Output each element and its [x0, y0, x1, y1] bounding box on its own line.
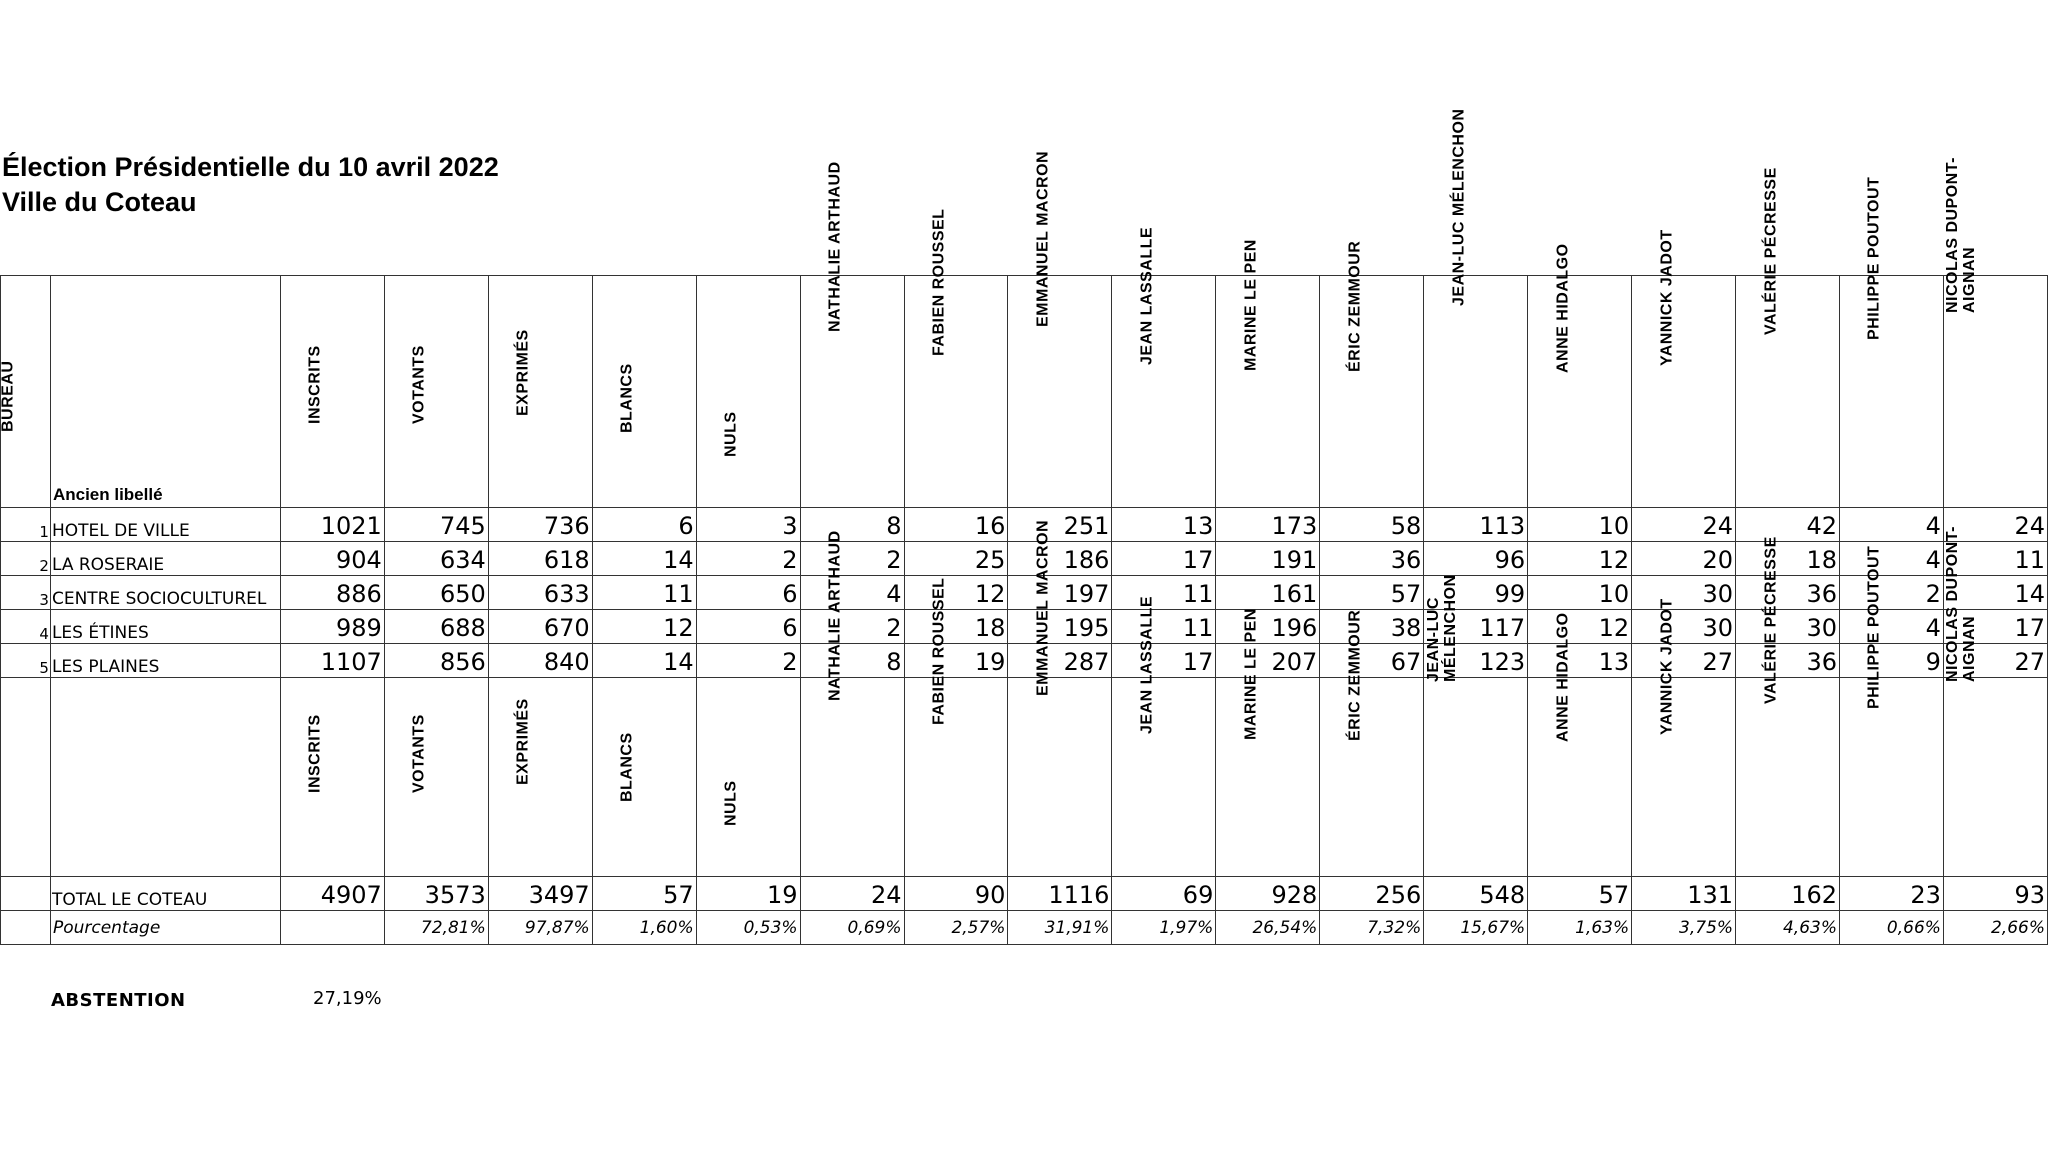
vote-count: 688: [384, 610, 488, 644]
vote-count: 161: [1216, 576, 1320, 610]
vote-count: 18: [904, 610, 1008, 644]
libelle-header: Ancien libellé: [50, 276, 280, 508]
vote-count: 2: [696, 644, 800, 678]
vote-count: 24: [1632, 508, 1736, 542]
percentage-value: 15,67%: [1424, 911, 1528, 945]
column-header: [1943, 157, 2047, 508]
total-count: 3497: [488, 877, 592, 911]
percentage-value: 7,32%: [1320, 911, 1424, 945]
vote-count: 840: [488, 644, 592, 678]
column-header: [1528, 243, 1632, 508]
vote-count: 30: [1736, 610, 1840, 644]
percentage-value: 31,91%: [1008, 911, 1112, 945]
vote-count: 856: [384, 644, 488, 678]
page-title: Élection Présidentielle du 10 avril 2022: [2, 152, 499, 182]
vote-count: 1021: [280, 508, 384, 542]
column-header-label: EMMANUEL MACRON: [1034, 150, 1052, 327]
vote-count: 650: [384, 576, 488, 610]
column-header-label: JEAN LASSALLE: [1138, 226, 1156, 365]
vote-count: 3: [696, 508, 800, 542]
column-header-label: NULS: [722, 411, 740, 458]
column-header-label: BUREAU: [0, 360, 17, 432]
percentage-label: Pourcentage: [50, 911, 280, 945]
vote-count: 11: [592, 576, 696, 610]
bureau-name: CENTRE SOCIOCULTUREL: [50, 576, 280, 610]
vote-count: 9: [1840, 644, 1944, 678]
total-count: 3573: [384, 877, 488, 911]
column-header-label: VALÉRIE PÉCRESSE: [1762, 536, 1780, 705]
column-header: [280, 678, 384, 877]
vote-count: 196: [1216, 610, 1320, 644]
vote-count: 4: [1840, 508, 1944, 542]
bureau-name: HOTEL DE VILLE: [50, 508, 280, 542]
total-count: 57: [592, 877, 696, 911]
vote-count: 14: [1943, 576, 2047, 610]
column-header-label: ÉRIC ZEMMOUR: [1346, 609, 1364, 741]
column-header: [1008, 150, 1112, 508]
percentage-value: 1,97%: [1112, 911, 1216, 945]
vote-count: 886: [280, 576, 384, 610]
column-header: [696, 276, 800, 508]
vote-count: 287: [1008, 644, 1112, 678]
vote-count: 11: [1943, 542, 2047, 576]
vote-count: 2: [800, 610, 904, 644]
total-count: 23: [1840, 877, 1944, 911]
total-count: 19: [696, 877, 800, 911]
column-header-label: EMMANUEL MACRON: [1034, 519, 1052, 696]
vote-count: 117: [1424, 610, 1528, 644]
percentage-value: [280, 911, 384, 945]
vote-count: 42: [1736, 508, 1840, 542]
abstention-label: ABSTENTION: [51, 990, 186, 1011]
column-header-label: ANNE HIDALGO: [1554, 612, 1572, 743]
bureau-name: LA ROSERAIE: [50, 542, 280, 576]
vote-count: 11: [1112, 610, 1216, 644]
column-header-label: NICOLAS DUPONT-AIGNAN: [1944, 526, 1979, 682]
vote-count: 17: [1112, 542, 1216, 576]
column-header: [488, 678, 592, 877]
column-header: [384, 276, 488, 508]
percentage-value: 1,63%: [1528, 911, 1632, 945]
total-count: 57: [1528, 877, 1632, 911]
vote-count: 670: [488, 610, 592, 644]
vote-count: 2: [800, 542, 904, 576]
vote-count: 1107: [280, 644, 384, 678]
bureau-number: 5: [1, 644, 51, 678]
vote-count: 14: [592, 542, 696, 576]
column-header-label: VOTANTS: [410, 345, 428, 425]
vote-count: 186: [1008, 542, 1112, 576]
column-header: [1424, 108, 1528, 508]
percentage-value: 2,66%: [1943, 911, 2047, 945]
vote-count: 745: [384, 508, 488, 542]
percentage-value: 26,54%: [1216, 911, 1320, 945]
vote-count: 173: [1216, 508, 1320, 542]
column-header: [1840, 176, 1944, 508]
vote-count: 24: [1943, 508, 2047, 542]
empty-cell: [1, 911, 51, 945]
vote-count: 30: [1632, 576, 1736, 610]
vote-count: 11: [1112, 576, 1216, 610]
vote-count: 12: [1528, 542, 1632, 576]
vote-count: 18: [1736, 542, 1840, 576]
column-header-label: JEAN-LUC MÉLENCHON: [1450, 108, 1468, 306]
header-row: [1, 276, 2048, 508]
vote-count: 736: [488, 508, 592, 542]
bureau-header: [1, 276, 51, 508]
total-count: 162: [1736, 877, 1840, 911]
percentage-value: 2,57%: [904, 911, 1008, 945]
column-header-label: PHILIPPE POUTOUT: [1865, 545, 1883, 709]
column-header-label: BLANCS: [618, 363, 636, 434]
vote-count: 38: [1320, 610, 1424, 644]
vote-count: 36: [1320, 542, 1424, 576]
percentage-row: [1, 911, 2048, 945]
vote-count: 12: [1528, 610, 1632, 644]
vote-count: 4: [1840, 610, 1944, 644]
column-header-label: JEAN LASSALLE: [1138, 595, 1156, 734]
vote-count: 113: [1424, 508, 1528, 542]
column-header: [280, 276, 384, 508]
percentage-value: 3,75%: [1632, 911, 1736, 945]
bureau-number: 2: [1, 542, 51, 576]
column-header-label: NULS: [722, 780, 740, 827]
column-header-label: VALÉRIE PÉCRESSE: [1762, 167, 1780, 336]
column-header-label: YANNICK JADOT: [1658, 229, 1676, 367]
vote-count: 14: [592, 644, 696, 678]
vote-count: 12: [904, 576, 1008, 610]
total-count: 24: [800, 877, 904, 911]
vote-count: 99: [1424, 576, 1528, 610]
column-header-label: MARINE LE PEN: [1242, 608, 1260, 741]
vote-count: 989: [280, 610, 384, 644]
empty-cell: [1, 678, 51, 877]
column-header-label: JEAN-LUC MÉLENCHON: [1424, 574, 1459, 682]
column-header-label: MARINE LE PEN: [1242, 239, 1260, 372]
table-row: [1, 644, 2048, 678]
column-header-label: ÉRIC ZEMMOUR: [1346, 240, 1364, 372]
column-header: [384, 678, 488, 877]
table-row: [1, 610, 2048, 644]
percentage-value: 4,63%: [1736, 911, 1840, 945]
vote-count: 207: [1216, 644, 1320, 678]
column-header-label: FABIEN ROUSSEL: [930, 577, 948, 725]
column-header-label: EXPRIMÉS: [514, 329, 532, 417]
column-header-label: FABIEN ROUSSEL: [930, 208, 948, 356]
column-header-label: EXPRIMÉS: [514, 698, 532, 786]
vote-count: 2: [696, 542, 800, 576]
vote-count: 13: [1112, 508, 1216, 542]
vote-count: 57: [1320, 576, 1424, 610]
vote-count: 4: [1840, 542, 1944, 576]
vote-count: 6: [696, 576, 800, 610]
empty-cell: [1, 877, 51, 911]
bureau-number: 1: [1, 508, 51, 542]
vote-count: 36: [1736, 644, 1840, 678]
vote-count: 27: [1943, 644, 2047, 678]
vote-count: 13: [1528, 644, 1632, 678]
column-header-label: NATHALIE ARTHAUD: [826, 161, 844, 333]
vote-count: 20: [1632, 542, 1736, 576]
column-header: [592, 678, 696, 877]
total-count: 928: [1216, 877, 1320, 911]
vote-count: 17: [1943, 610, 2047, 644]
vote-count: 36: [1736, 576, 1840, 610]
percentage-value: 0,69%: [800, 911, 904, 945]
vote-count: 16: [904, 508, 1008, 542]
bureau-number: 3: [1, 576, 51, 610]
vote-count: 19: [904, 644, 1008, 678]
total-count: 93: [1943, 877, 2047, 911]
column-header: [800, 530, 904, 877]
vote-count: 8: [800, 644, 904, 678]
column-header: [1112, 226, 1216, 508]
percentage-value: 97,87%: [488, 911, 592, 945]
column-header-label: INSCRITS: [306, 345, 324, 425]
vote-count: 633: [488, 576, 592, 610]
vote-count: 25: [904, 542, 1008, 576]
vote-count: 10: [1528, 508, 1632, 542]
page-subtitle: Ville du Coteau: [2, 187, 197, 217]
vote-count: 904: [280, 542, 384, 576]
table-row: [1, 576, 2048, 610]
column-header-label: NATHALIE ARTHAUD: [826, 530, 844, 702]
column-header-label: PHILIPPE POUTOUT: [1865, 176, 1883, 340]
vote-count: 251: [1008, 508, 1112, 542]
vote-count: 634: [384, 542, 488, 576]
vote-count: 6: [696, 610, 800, 644]
vote-count: 123: [1424, 644, 1528, 678]
vote-count: 12: [592, 610, 696, 644]
vote-count: 191: [1216, 542, 1320, 576]
total-count: 69: [1112, 877, 1216, 911]
percentage-value: 0,66%: [1840, 911, 1944, 945]
table-row: [1, 508, 2048, 542]
total-count: 4907: [280, 877, 384, 911]
table-row: [1, 542, 2048, 576]
column-header-label: INSCRITS: [306, 714, 324, 794]
total-count: 1116: [1008, 877, 1112, 911]
vote-count: 8: [800, 508, 904, 542]
column-header-label: NICOLAS DUPONT-AIGNAN: [1944, 157, 1979, 313]
vote-count: 195: [1008, 610, 1112, 644]
column-header: [488, 276, 592, 508]
column-header: [800, 161, 904, 508]
column-header: [1840, 545, 1944, 877]
vote-count: 618: [488, 542, 592, 576]
vote-count: 4: [800, 576, 904, 610]
vote-count: 6: [592, 508, 696, 542]
column-header: [1216, 239, 1320, 508]
bureau-name: LES PLAINES: [50, 644, 280, 678]
vote-count: 58: [1320, 508, 1424, 542]
vote-count: 17: [1112, 644, 1216, 678]
vote-count: 30: [1632, 610, 1736, 644]
column-header: [592, 276, 696, 508]
column-header: [1736, 167, 1840, 508]
column-header-label: BLANCS: [618, 732, 636, 803]
percentage-value: 0,53%: [696, 911, 800, 945]
total-count: 548: [1424, 877, 1528, 911]
vote-count: 10: [1528, 576, 1632, 610]
bureau-name: LES ÉTINES: [50, 610, 280, 644]
column-header: [696, 678, 800, 877]
column-header: [1320, 240, 1424, 508]
total-label: TOTAL LE COTEAU: [50, 877, 280, 911]
abstention-value: 27,19%: [313, 988, 382, 1009]
total-count: 256: [1320, 877, 1424, 911]
total-row: [1, 877, 2048, 911]
empty-cell: [50, 678, 280, 877]
vote-count: 197: [1008, 576, 1112, 610]
header-row: [1, 678, 2048, 877]
bureau-number: 4: [1, 610, 51, 644]
column-header-label: YANNICK JADOT: [1658, 598, 1676, 736]
vote-count: 96: [1424, 542, 1528, 576]
vote-count: 67: [1320, 644, 1424, 678]
total-count: 90: [904, 877, 1008, 911]
total-count: 131: [1632, 877, 1736, 911]
column-header: [1632, 229, 1736, 508]
column-header-label: ANNE HIDALGO: [1554, 243, 1572, 374]
column-header: [904, 208, 1008, 508]
vote-count: 27: [1632, 644, 1736, 678]
column-header-label: VOTANTS: [410, 714, 428, 794]
percentage-value: 1,60%: [592, 911, 696, 945]
percentage-value: 72,81%: [384, 911, 488, 945]
vote-count: 2: [1840, 576, 1944, 610]
